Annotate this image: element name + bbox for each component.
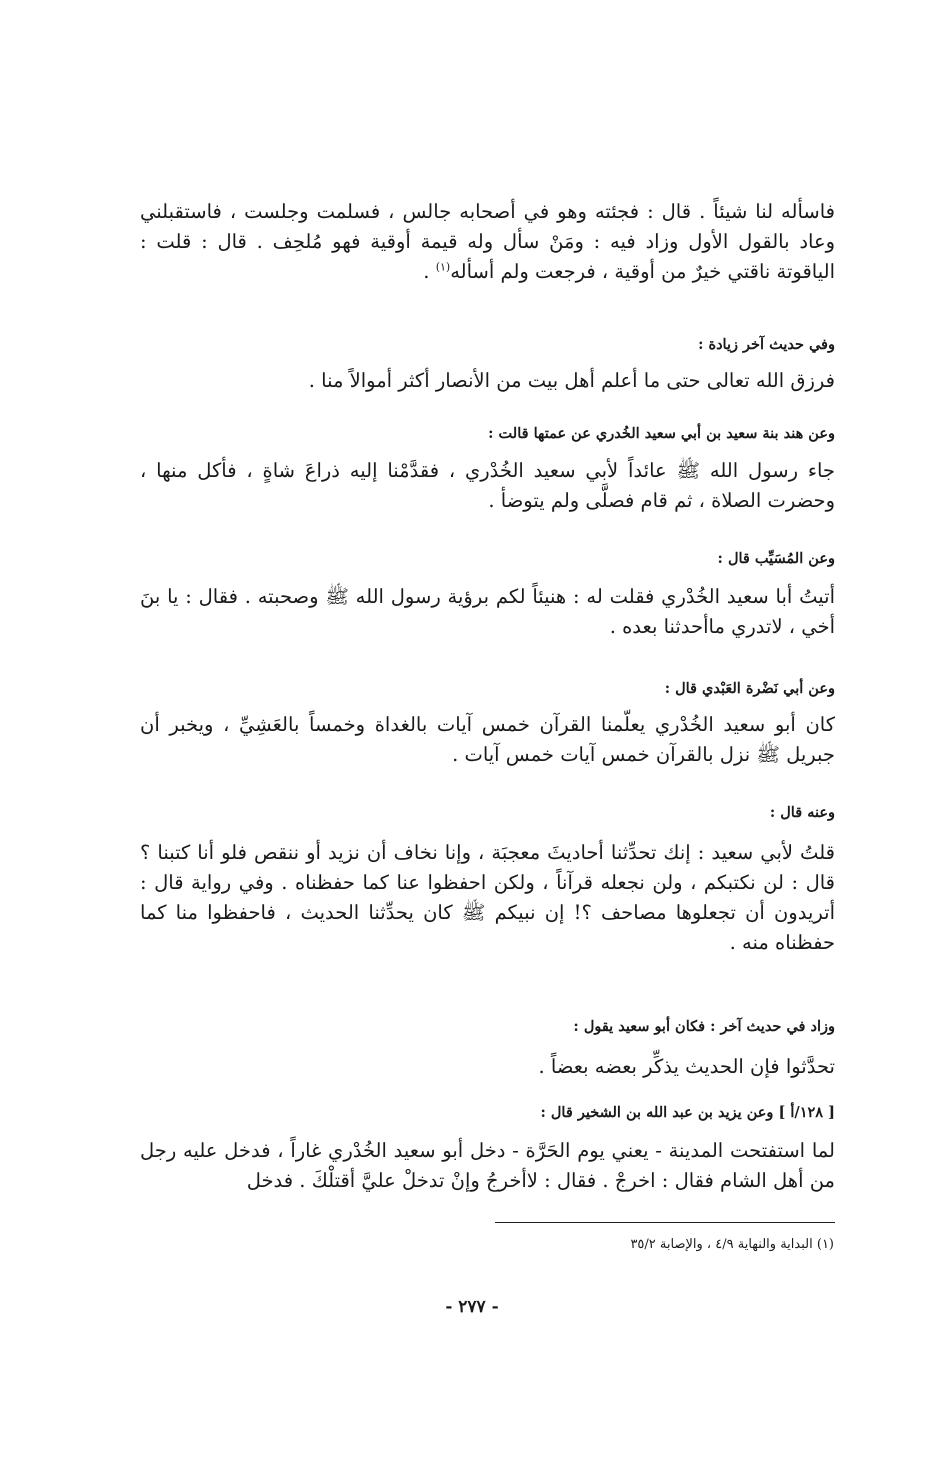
heading-1: [140, 334, 835, 356]
heading-6: [140, 1016, 835, 1038]
page-number: - ٢٧٧ -: [445, 1297, 499, 1317]
footnote-ref-1: (١): [435, 260, 451, 274]
heading-1-text: وفي حديث آخر زيادة :: [698, 336, 835, 353]
para-4: [140, 582, 835, 642]
para-5: [140, 710, 835, 770]
para-6: [140, 838, 835, 958]
heading-4-text: وعن أبي نَضْرة العَبْدي قال :: [664, 680, 835, 697]
heading-2-text: وعن هند بنة سعيد بن أبي سعيد الخُدري عن عمتها قالت :: [488, 425, 835, 442]
heading-5: [140, 802, 835, 824]
para-1-text: فاسأله لنا شيئاً . قال : فجئته وهو في أصحابه جالس ، فسلمت وجلست ، فاستقبلني وعاد بالقول الأول وزاد فيه : ومَنْ سأل وله قيمة أوقية فهو مُلحِف . قال : قلت : الياقوتة ناقتي خيرٌ من أوقية ، فرجعت ولم أسأله: [140, 200, 835, 283]
heading-7-text: [ ١٢٨/أ ] وعن يزيد بن عبد الله بن الشخير قال :: [540, 1104, 835, 1121]
para-7-text: تحدَّثوا فإن الحديث يذكِّر بعضه بعضاً .: [538, 1055, 835, 1078]
heading-6-text: وزاد في حديث آخر : فكان أبو سعيد يقول :: [573, 1018, 835, 1035]
para-3: [140, 456, 835, 516]
para-5-text: كان أبو سعيد الخُدْري يعلّمنا القرآن خمس آيات بالغداة وخمساً بالعَشِيِّ ، ويخبر أن جبريل ﷺ نزل بالقرآن خمس آيات خمس آيات .: [140, 713, 835, 766]
para-6-text: قلتُ لأبي سعيد : إنك تحدِّثنا أحاديثَ معجبَة ، وإنا نخاف أن نزيد أو ننقص فلو أنا كتبنا ؟ قال : لن نكتبكم ، ولن نجعله قرآناً ، ولكن احفظوا عنا كما حفظناه . وفي رواية قال : أتريدون أن تجعلوها مصاحف ؟! إن نبيكم ﷺ كان يحدِّثنا الحديث ، فاحفظوا منا كما حفظناه منه .: [140, 841, 835, 954]
para-4-text: أتيتُ أبا سعيد الخُدْري فقلت له : هنيئاً لكم برؤية رسول الله ﷺ وصحبته . فقال : يا بنَ أخي ، لاتدري ماأحدثنا بعده .: [140, 585, 835, 638]
para-8-text: لما استفتحت المدينة - يعني يوم الحَرَّة - دخل أبو سعيد الخُدْري غاراً ، فدخل عليه رجل من أهل الشام فقال : اخرجْ . فقال : لاأخرجُ وإنْ تدخلْ عليَّ أقتلْكَ . فدخل: [140, 1139, 835, 1192]
para-1-tail: .: [423, 260, 436, 283]
para-2-text: فرزق الله تعالى حتى ما أعلم أهل بيت من الأنصار أكثر أموالاً منا .: [308, 369, 835, 392]
para-3-text: جاء رسول الله ﷺ عائداً لأبي سعيد الخُدْري ، فقدَّمْنا إليه ذراعَ شاةٍ ، فأكل منها ، وحضرت الصلاة ، ثم قام فصلَّى ولم يتوضأ .: [140, 459, 835, 512]
para-1: [140, 197, 835, 287]
footnote: (١) البداية والنهاية ٤/٩ ، والإصابة ٣٥/٢: [630, 1237, 834, 1252]
para-8: [140, 1136, 835, 1196]
para-2: [140, 366, 835, 396]
footnote-separator: [495, 1222, 835, 1223]
heading-3: [140, 548, 835, 570]
para-7: [140, 1052, 835, 1082]
heading-7: [140, 1102, 835, 1124]
heading-4: [140, 678, 835, 700]
heading-5-text: وعنه قال :: [769, 804, 835, 821]
heading-3-text: وعن المُسَيِّب قال :: [717, 550, 835, 567]
heading-2: [140, 423, 835, 445]
